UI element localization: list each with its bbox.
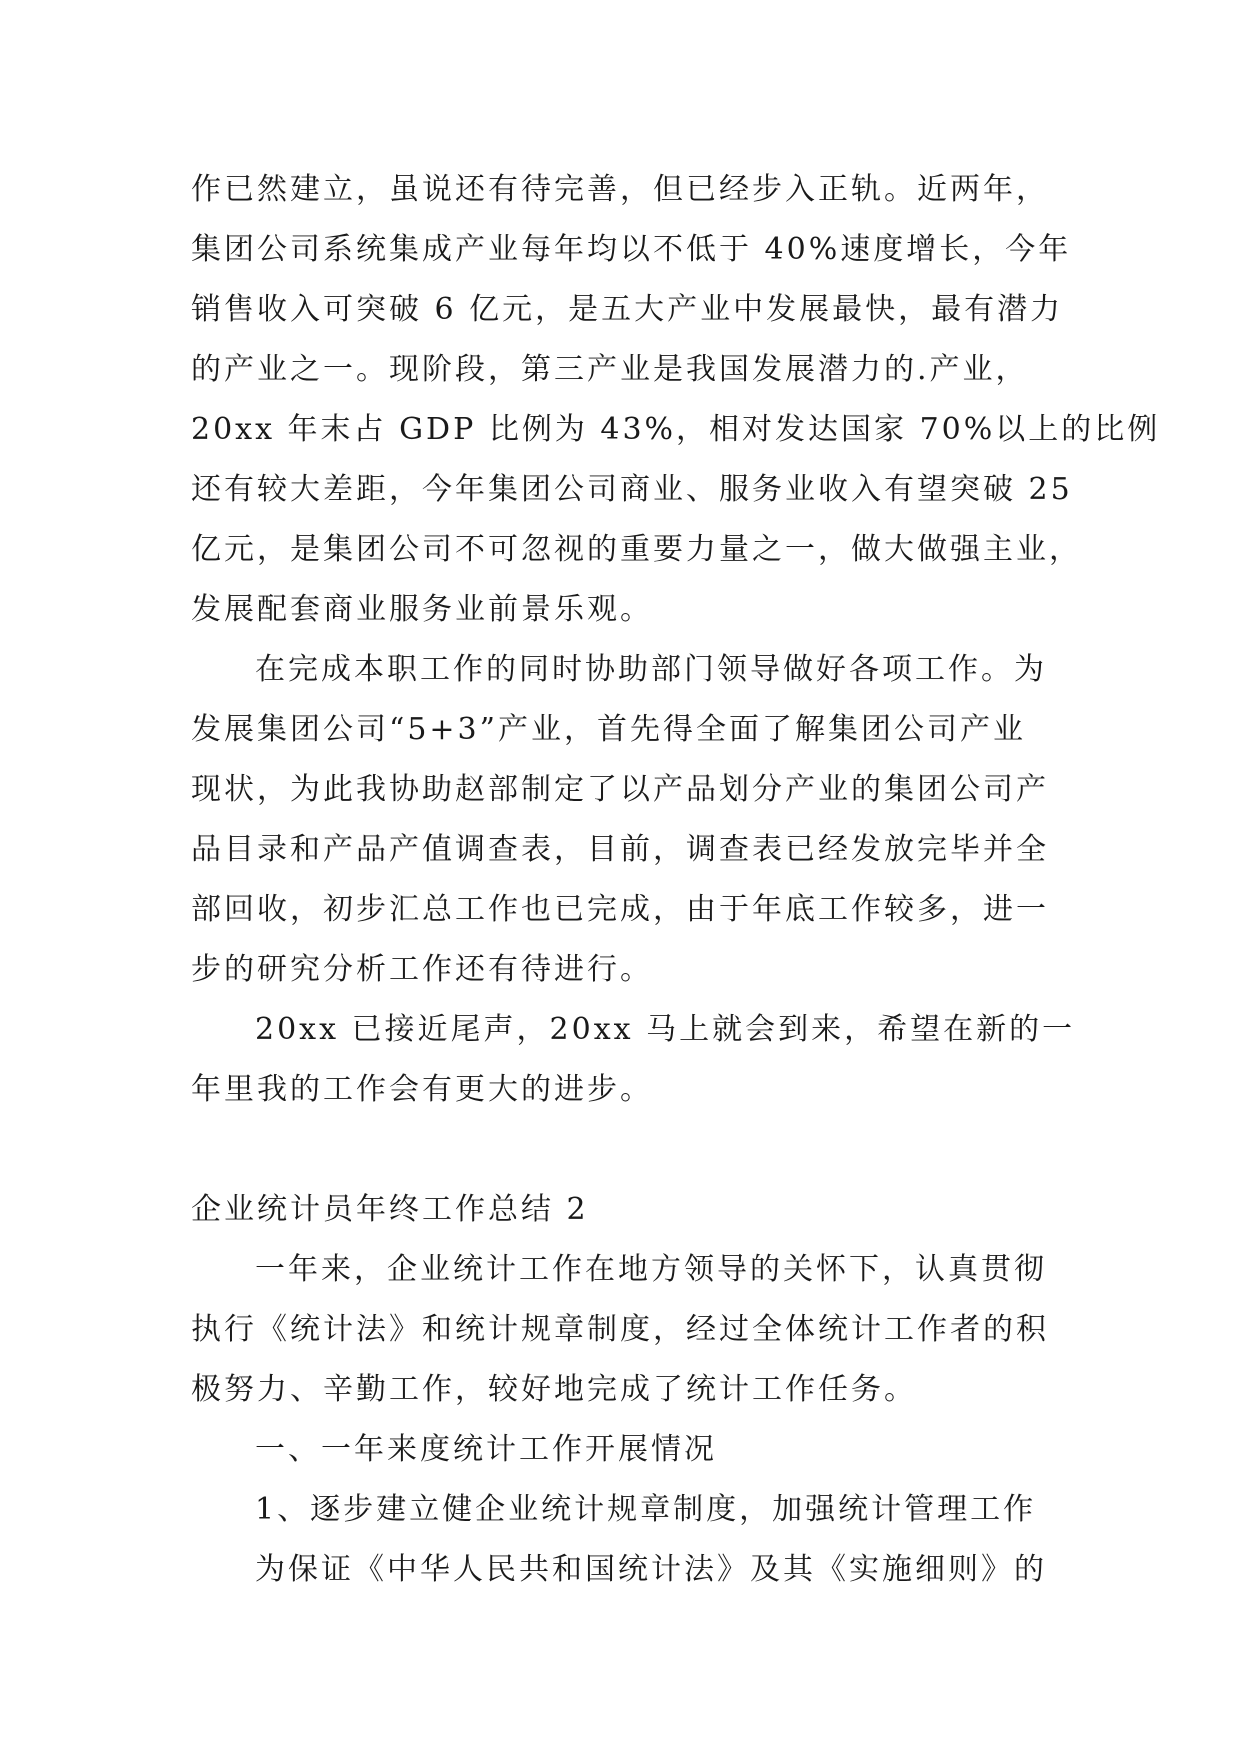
paragraph-line: 现状，为此我协助赵部制定了以产品划分产业的集团公司产 bbox=[191, 772, 1049, 807]
document-body bbox=[191, 160, 1161, 1600]
paragraph-line: 发展集团公司“5+3”产业，首先得全面了解集团公司产业 bbox=[191, 712, 1026, 747]
paragraph-line: 20xx 已接近尾声，20xx 马上就会到来，希望在新的一 bbox=[255, 1012, 1076, 1047]
paragraph-line: 执行《统计法》和统计规章制度，经过全体统计工作者的积 bbox=[191, 1312, 1049, 1347]
paragraph-line: 品目录和产品产值调查表，目前，调查表已经发放完毕并全 bbox=[191, 832, 1049, 867]
paragraph-line: 部回收，初步汇总工作也已完成，由于年底工作较多，进一 bbox=[191, 892, 1049, 927]
paragraph-line: 的产业之一。现阶段，第三产业是我国发展潜力的.产业， bbox=[191, 352, 1029, 387]
paragraph-line: 年里我的工作会有更大的进步。 bbox=[191, 1072, 653, 1107]
section-title: 一、一年来度统计工作开展情况 bbox=[255, 1432, 717, 1467]
paragraph-line: 20xx 年末占 GDP 比例为 43%，相对发达国家 70%以上的比例 bbox=[191, 412, 1161, 447]
paragraph-line: 亿元，是集团公司不可忽视的重要力量之一，做大做强主业， bbox=[191, 532, 1082, 567]
paragraph-line: 集团公司系统集成产业每年均以不低于 40%速度增长，今年 bbox=[191, 232, 1072, 267]
paragraph-line: 还有较大差距，今年集团公司商业、服务业收入有望突破 25 bbox=[191, 472, 1073, 507]
paragraph-line: 一年来，企业统计工作在地方领导的关怀下，认真贯彻 bbox=[255, 1252, 1047, 1287]
paragraph-line: 步的研究分析工作还有待进行。 bbox=[191, 952, 653, 987]
paragraph-line: 在完成本职工作的同时协助部门领导做好各项工作。为 bbox=[255, 652, 1047, 687]
paragraph-line: 作已然建立，虽说还有待完善，但已经步入正轨。近两年， bbox=[191, 172, 1049, 207]
paragraph-line: 销售收入可突破 6 亿元，是五大产业中发展最快，最有潜力 bbox=[191, 292, 1064, 327]
paragraph-line: 极努力、辛勤工作，较好地完成了统计工作任务。 bbox=[191, 1372, 917, 1407]
section-heading: 企业统计员年终工作总结 2 bbox=[191, 1192, 589, 1227]
paragraph-line: 发展配套商业服务业前景乐观。 bbox=[191, 592, 653, 627]
paragraph-line: 为保证《中华人民共和国统计法》及其《实施细则》的 bbox=[255, 1552, 1047, 1587]
section-gap bbox=[191, 1120, 1051, 1180]
subsection-title: 1、逐步建立健企业统计规章制度，加强统计管理工作 bbox=[255, 1492, 1037, 1527]
